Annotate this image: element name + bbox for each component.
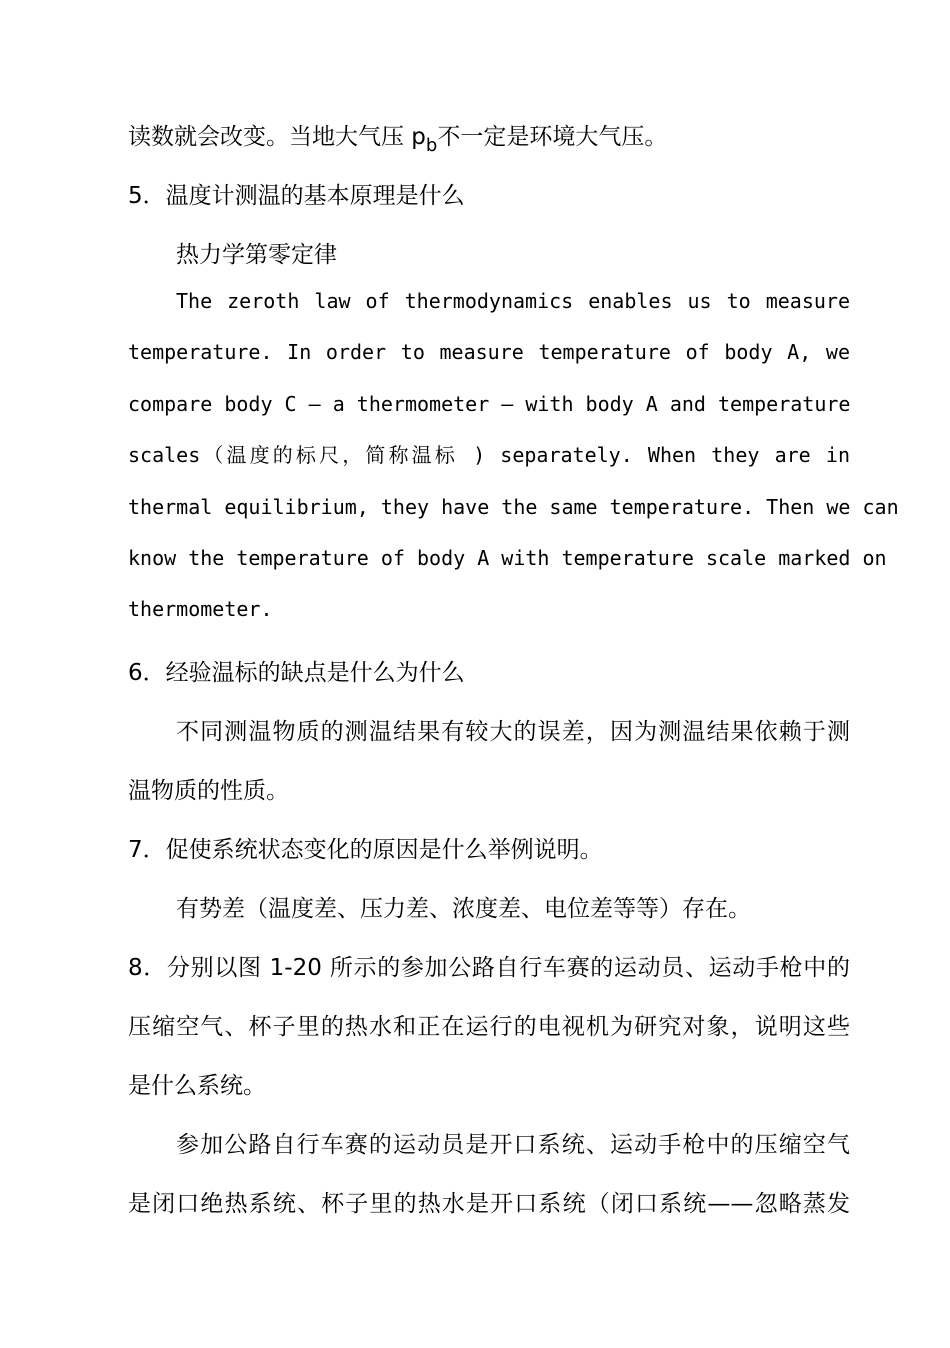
answer-6-line-1: 不同测温物质的测温结果有较大的误差，因为测温结果依赖于测 [176,719,850,745]
text-pressure-before: 读数就会改变。当地大气压 p [128,124,426,150]
question-8-line-1: 8．分别以图 1-20 所示的参加公路自行车赛的运动员、运动手枪中的 [128,955,850,981]
question-6: 6．经验温标的缺点是什么为什么 [128,660,465,686]
answer-8-line-1: 参加公路自行车赛的运动员是开口系统、运动手枪中的压缩空气 [176,1132,850,1158]
question-8-line-2: 压缩空气、杯子里的热水和正在运行的电视机为研究对象，说明这些 [128,1014,850,1040]
answer-5-cn: 热力学第零定律 [176,242,337,268]
answer-8-line-2: 是闭口绝热系统、杯子里的热水是开口系统（闭口系统——忽略蒸发 [128,1191,850,1217]
answer-5-en-line-3: compare body C — a thermometer — with body A and temperature [128,392,851,416]
answer-5-en-line-1: The zeroth law of thermodynamics enables us to measure [176,289,850,313]
answer-5-en-line-4: scales（温度的标尺，简称温标 ) separately. When they are in [128,443,850,467]
question-5: 5．温度计测温的基本原理是什么 [128,183,465,209]
answer-5-en-line-2: temperature. In order to measure temperature of body A, we [128,340,850,364]
question-7: 7．促使系统状态变化的原因是什么举例说明。 [128,837,603,863]
question-8-line-3: 是什么系统。 [128,1073,266,1099]
text-pressure-subscript: b [425,135,438,156]
text-pressure-after: 不一定是环境大气压。 [437,124,668,150]
answer-5-en-line-6: know the temperature of body A with temperature scale marked on [128,546,887,570]
answer-7: 有势差（温度差、压力差、浓度差、电位差等等）存在。 [176,896,751,922]
answer-5-en-line-7: thermometer. [128,597,273,621]
answer-6-line-2: 温物质的性质。 [128,778,289,804]
text-line-pressure-note [128,121,850,156]
answer-5-en-line-5: thermal equilibrium, they have the same temperature. Then we can [128,495,899,519]
